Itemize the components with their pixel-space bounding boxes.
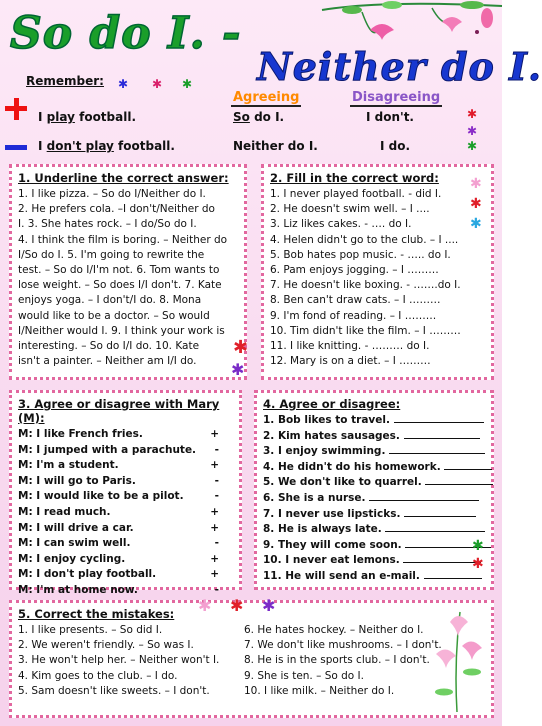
exercise-5-line: 7. We don't like mushrooms. – I don't. [244,639,442,652]
exercise-5-line: 1. I like presents. – So did I. [18,624,163,636]
answer-blank[interactable] [369,491,479,501]
star-icon: ✱ [198,596,212,615]
exercise-5-line: 2. We weren't friendly. – So was I. [18,639,194,652]
example-positive-disagree: I don't. [366,110,414,124]
exercise-1-line: lose weight. – So does I/I don't. 7. Kate [18,279,222,292]
exercise-3-row: M: I don't play football. + [18,568,219,581]
exercise-2-line: 10. Tim didn't like the film. – I ……… [270,324,461,337]
star-icon: ✱ [472,538,484,554]
exercise-3-row: M: I read much. + [18,505,219,518]
exercise-3-title: 3. Agree or disagree with Mary (M): [18,397,220,425]
exercise-1-line: test. – So do I/I'm not. 6. Tom wants to [18,264,220,277]
answer-blank[interactable] [404,507,476,517]
star-icon: ✱ [467,107,478,121]
exercise-2-line: 4. Helen didn't go to the club. – I .... [270,233,459,246]
exercise-3-row: M: I like French fries. + [18,428,219,440]
exercise-5-line: 4. Kim goes to the club. – I do. [18,669,178,682]
exercise-3-row: M: I'm at home now. - [18,583,219,596]
exercise-2-line: 1. I never played football. - did I. [270,188,442,200]
answer-blank[interactable] [403,553,481,563]
exercise-2-line: 3. Liz likes cakes. - …. do I. [270,218,412,231]
exercise-2-line: 2. He doesn't swim well. – I .... [270,203,430,216]
answer-blank[interactable] [425,475,493,485]
exercise-2-line: 6. Pam enjoys jogging. – I ……… [270,264,439,277]
exercise-1-box [9,164,247,380]
exercise-5-title: 5. Correct the mistakes: [18,607,175,621]
exercise-5-line: 8. He is in the sports club. – I don't. [244,654,430,667]
answer-blank[interactable] [444,460,492,470]
exercise-5-left-column [18,623,219,699]
star-icon: ✱ [231,360,245,379]
star-icon: ✱ [118,77,129,91]
exercise-1-line: 1. I like pizza. – So do I/Neither do I. [18,188,206,200]
star-icon: ✱ [262,596,276,615]
minus-icon [5,145,27,150]
exercise-2-title: 2. Fill in the correct word: [270,171,439,185]
exercise-3-row: M: I will drive a car. + [18,521,219,534]
example-negative-disagree: I do. [380,139,411,153]
exercise-5-line: 5. Sam doesn't like sweets. – I don't. [18,684,210,697]
exercise-4-row: 1. Bob likes to travel. [263,413,485,429]
exercise-4-row: 9. They will come soon. [263,538,485,554]
answer-blank[interactable] [385,522,485,532]
example-negative-agree: Neither do I. [233,139,318,153]
exercise-2-line: 7. He doesn't like boxing. - …….do I. [270,279,461,292]
exercise-1-title: 1. Underline the correct answer: [18,171,229,185]
star-icon: ✱ [467,124,478,138]
exercise-4-row: 4. He didn't do his homework. [263,460,485,476]
answer-blank[interactable] [394,413,484,423]
agreeing-header: Agreeing [233,90,300,105]
exercise-1-line: I. 3. She hates rock. – I do/So do I. [18,218,197,231]
exercise-4-title: 4. Agree or disagree: [263,397,401,411]
star-icon: ✱ [467,139,478,153]
exercise-1-line: 4. I think the film is boring. – Neither do [18,233,228,246]
exercise-3-row: M: I would like to be a pilot. - [18,490,219,503]
star-icon: ✱ [470,176,482,192]
exercise-4-row: 6. She is a nurse. [263,491,485,507]
star-icon: ✱ [470,216,482,232]
exercise-1-line: isn't a painter. – Neither am I/I do. [18,355,197,368]
example-positive-agree: So do I. [233,110,285,124]
exercise-4-row: 10. I never eat lemons. [263,553,485,569]
exercise-2-line: 9. I'm fond of reading. – I ……… [270,309,437,322]
disagreeing-header: Disagreeing [352,90,441,105]
remember-label: Remember: [26,74,104,88]
exercise-3-row: M: I can swim well. - [18,537,219,550]
exercise-2-line: 5. Bob hates pop music. - ….. do I. [270,248,451,261]
exercise-4-box [254,390,494,590]
exercise-3-row: M: I'm a student. + [18,459,219,472]
star-icon: ✱ [182,77,193,91]
exercise-5-right-column [244,623,442,699]
flower-corner-icon [420,602,494,712]
title-neither-do-i: Neither do I. [257,44,542,89]
example-positive-statement: I play football. [38,110,137,124]
star-icon: ✱ [230,596,244,615]
answer-blank[interactable] [389,444,485,454]
exercise-2-box [261,164,494,380]
title-so-do-i: So do I. - [10,8,242,59]
example-negative-statement: I don't play football. [38,139,175,153]
exercise-1-line: 2. He prefers cola. –I don't/Neither do [18,203,215,216]
exercise-4-row: 8. He is always late. [263,522,485,538]
exercise-2-line: 12. Mary is on a diet. – I ……… [270,355,431,368]
exercise-3-box [9,390,242,596]
exercise-1-line: would like to be a doctor. – So would [18,309,210,322]
exercise-2-line: 11. I like knitting. - ……… do I. [270,340,430,353]
exercise-4-row: 7. I never use lipsticks. [263,507,485,523]
exercise-1-line: interesting. – So do I/I do. 10. Kate [18,340,200,353]
exercise-4-row: 5. We don't like to quarrel. [263,475,485,491]
exercise-1-line: I/Neither would I. 9. I think your work is [18,324,225,337]
exercise-3-row: M: I jumped with a parachute. - [18,443,219,456]
exercise-5-line: 10. I like milk. – Neither do I. [244,684,395,697]
exercise-4-row: 3. I enjoy swimming. [263,444,485,460]
exercise-3-row: M: I enjoy cycling. + [18,552,219,565]
exercise-4-row: 11. He will send an e-mail. [263,569,485,585]
exercise-2-line: 8. Ben can't draw cats. – I ……… [270,294,441,307]
exercise-5-line: 6. He hates hockey. – Neither do I. [244,624,424,636]
exercise-4-row: 2. Kim hates sausages. [263,429,485,445]
star-icon: ✱ [233,337,249,358]
exercise-5-line: 9. She is ten. – So do I. [244,669,364,682]
answer-blank[interactable] [404,429,480,439]
exercise-3-row: M: I will go to Paris. - [18,474,219,487]
exercise-1-line: I/So do I. 5. I'm going to rewrite the [18,248,205,261]
star-icon: ✱ [472,556,484,572]
star-icon: ✱ [152,77,163,91]
exercise-5-line: 3. He won't help her. – Neither won't I. [18,654,220,667]
plus-icon [5,98,27,120]
exercise-1-line: enjoys yoga. – I don't/I do. 8. Mona [18,294,202,307]
star-icon: ✱ [470,196,482,212]
